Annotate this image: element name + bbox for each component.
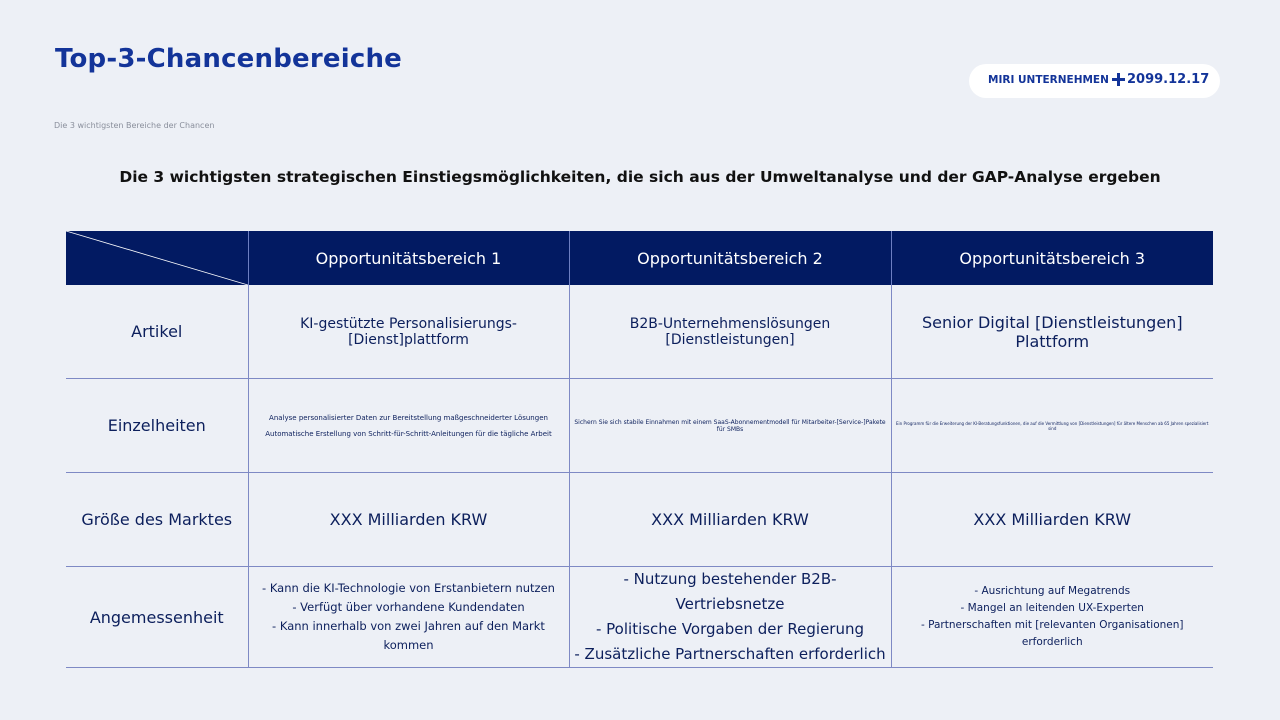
einzelheiten-cell-3: Ein Programm für die Erweiterung der KI-Beratungsfunktionen, die auf die Vermittlung von [Dienstleistungen] für ältere Menschen ab 65 Jahren spezialisiert sind bbox=[891, 379, 1213, 473]
detail-line: Analyse personalisierter Daten zur Bereitstellung maßgeschneiderter Lösungen bbox=[269, 413, 548, 422]
opportunity-table bbox=[66, 231, 1213, 668]
row-label-angemessenheit: Angemessenheit bbox=[66, 567, 248, 668]
row-label-einzelheiten: Einzelheiten bbox=[66, 379, 248, 473]
artikel-cell-3: Senior Digital [Dienstleistungen] Plattform bbox=[891, 285, 1213, 379]
angemessenheit-cell-2 bbox=[569, 567, 891, 668]
page-subtitle: Die 3 wichtigsten Bereiche der Chancen bbox=[54, 121, 215, 130]
company-name: MIRI UNTERNEHMEN bbox=[988, 74, 1109, 86]
table-row-markt bbox=[66, 473, 1213, 567]
fit-line: - Ausrichtung auf Megatrends bbox=[974, 585, 1131, 597]
row-label-artikel: Artikel bbox=[131, 322, 183, 341]
column-header-1: Opportunitätsbereich 1 bbox=[248, 231, 569, 285]
page-title: Top-3-Chancenbereiche bbox=[55, 44, 402, 74]
section-heading: Die 3 wichtigsten strategischen Einstiegsmöglichkeiten, die sich aus der Umweltanalyse und der GAP-Analyse ergeben bbox=[119, 168, 1161, 186]
markt-cell-2: XXX Milliarden KRW bbox=[569, 473, 891, 567]
fit-line: - Zusätzliche Partnerschaften erforderlich bbox=[574, 645, 886, 663]
column-header-3: Opportunitätsbereich 3 bbox=[891, 231, 1213, 285]
corner-cell bbox=[66, 231, 248, 285]
artikel-cell-1: KI-gestützte Personalisierungs-[Dienst]plattform bbox=[248, 285, 569, 379]
table-row-artikel bbox=[66, 285, 1213, 379]
plus-icon bbox=[1112, 73, 1125, 86]
column-header-2: Opportunitätsbereich 2 bbox=[569, 231, 891, 285]
fit-line: - Partnerschaften mit [relevanten Organisationen] erforderlich bbox=[921, 619, 1184, 648]
row-label-markt: Größe des Marktes bbox=[66, 473, 248, 567]
artikel-cell-2: B2B-Unternehmenslösungen [Dienstleistungen] bbox=[569, 285, 891, 379]
company-date-badge bbox=[969, 64, 1220, 98]
fit-line: - Kann innerhalb von zwei Jahren auf den Markt kommen bbox=[272, 619, 545, 652]
table-row-angemessenheit bbox=[66, 567, 1213, 668]
table-row-einzelheiten bbox=[66, 379, 1213, 473]
fit-line: - Verfügt über vorhandene Kundendaten bbox=[292, 600, 525, 614]
einzelheiten-cell-2: Sichern Sie sich stabile Einnahmen mit einem SaaS-Abonnementmodell für Mitarbeiter-[Service-]Pakete für SMBs bbox=[569, 379, 891, 473]
fit-line: - Kann die KI-Technologie von Erstanbietern nutzen bbox=[262, 581, 555, 595]
angemessenheit-cell-1 bbox=[248, 567, 569, 668]
date-label: 2099.12.17 bbox=[1127, 72, 1210, 87]
markt-cell-3: XXX Milliarden KRW bbox=[891, 473, 1213, 567]
diagonal-line-icon bbox=[66, 231, 248, 285]
fit-line: - Mangel an leitenden UX-Experten bbox=[960, 602, 1144, 614]
fit-line: - Politische Vorgaben der Regierung bbox=[595, 620, 864, 638]
detail-line: Automatische Erstellung von Schritt-für-Schritt-Anleitungen für die tägliche Arbeit bbox=[265, 429, 552, 438]
markt-cell-1: XXX Milliarden KRW bbox=[248, 473, 569, 567]
fit-line: - Nutzung bestehender B2B-Vertriebsnetze bbox=[623, 570, 837, 613]
table-header-row bbox=[66, 231, 1213, 285]
einzelheiten-cell-1 bbox=[248, 379, 569, 473]
angemessenheit-cell-3 bbox=[891, 567, 1213, 668]
